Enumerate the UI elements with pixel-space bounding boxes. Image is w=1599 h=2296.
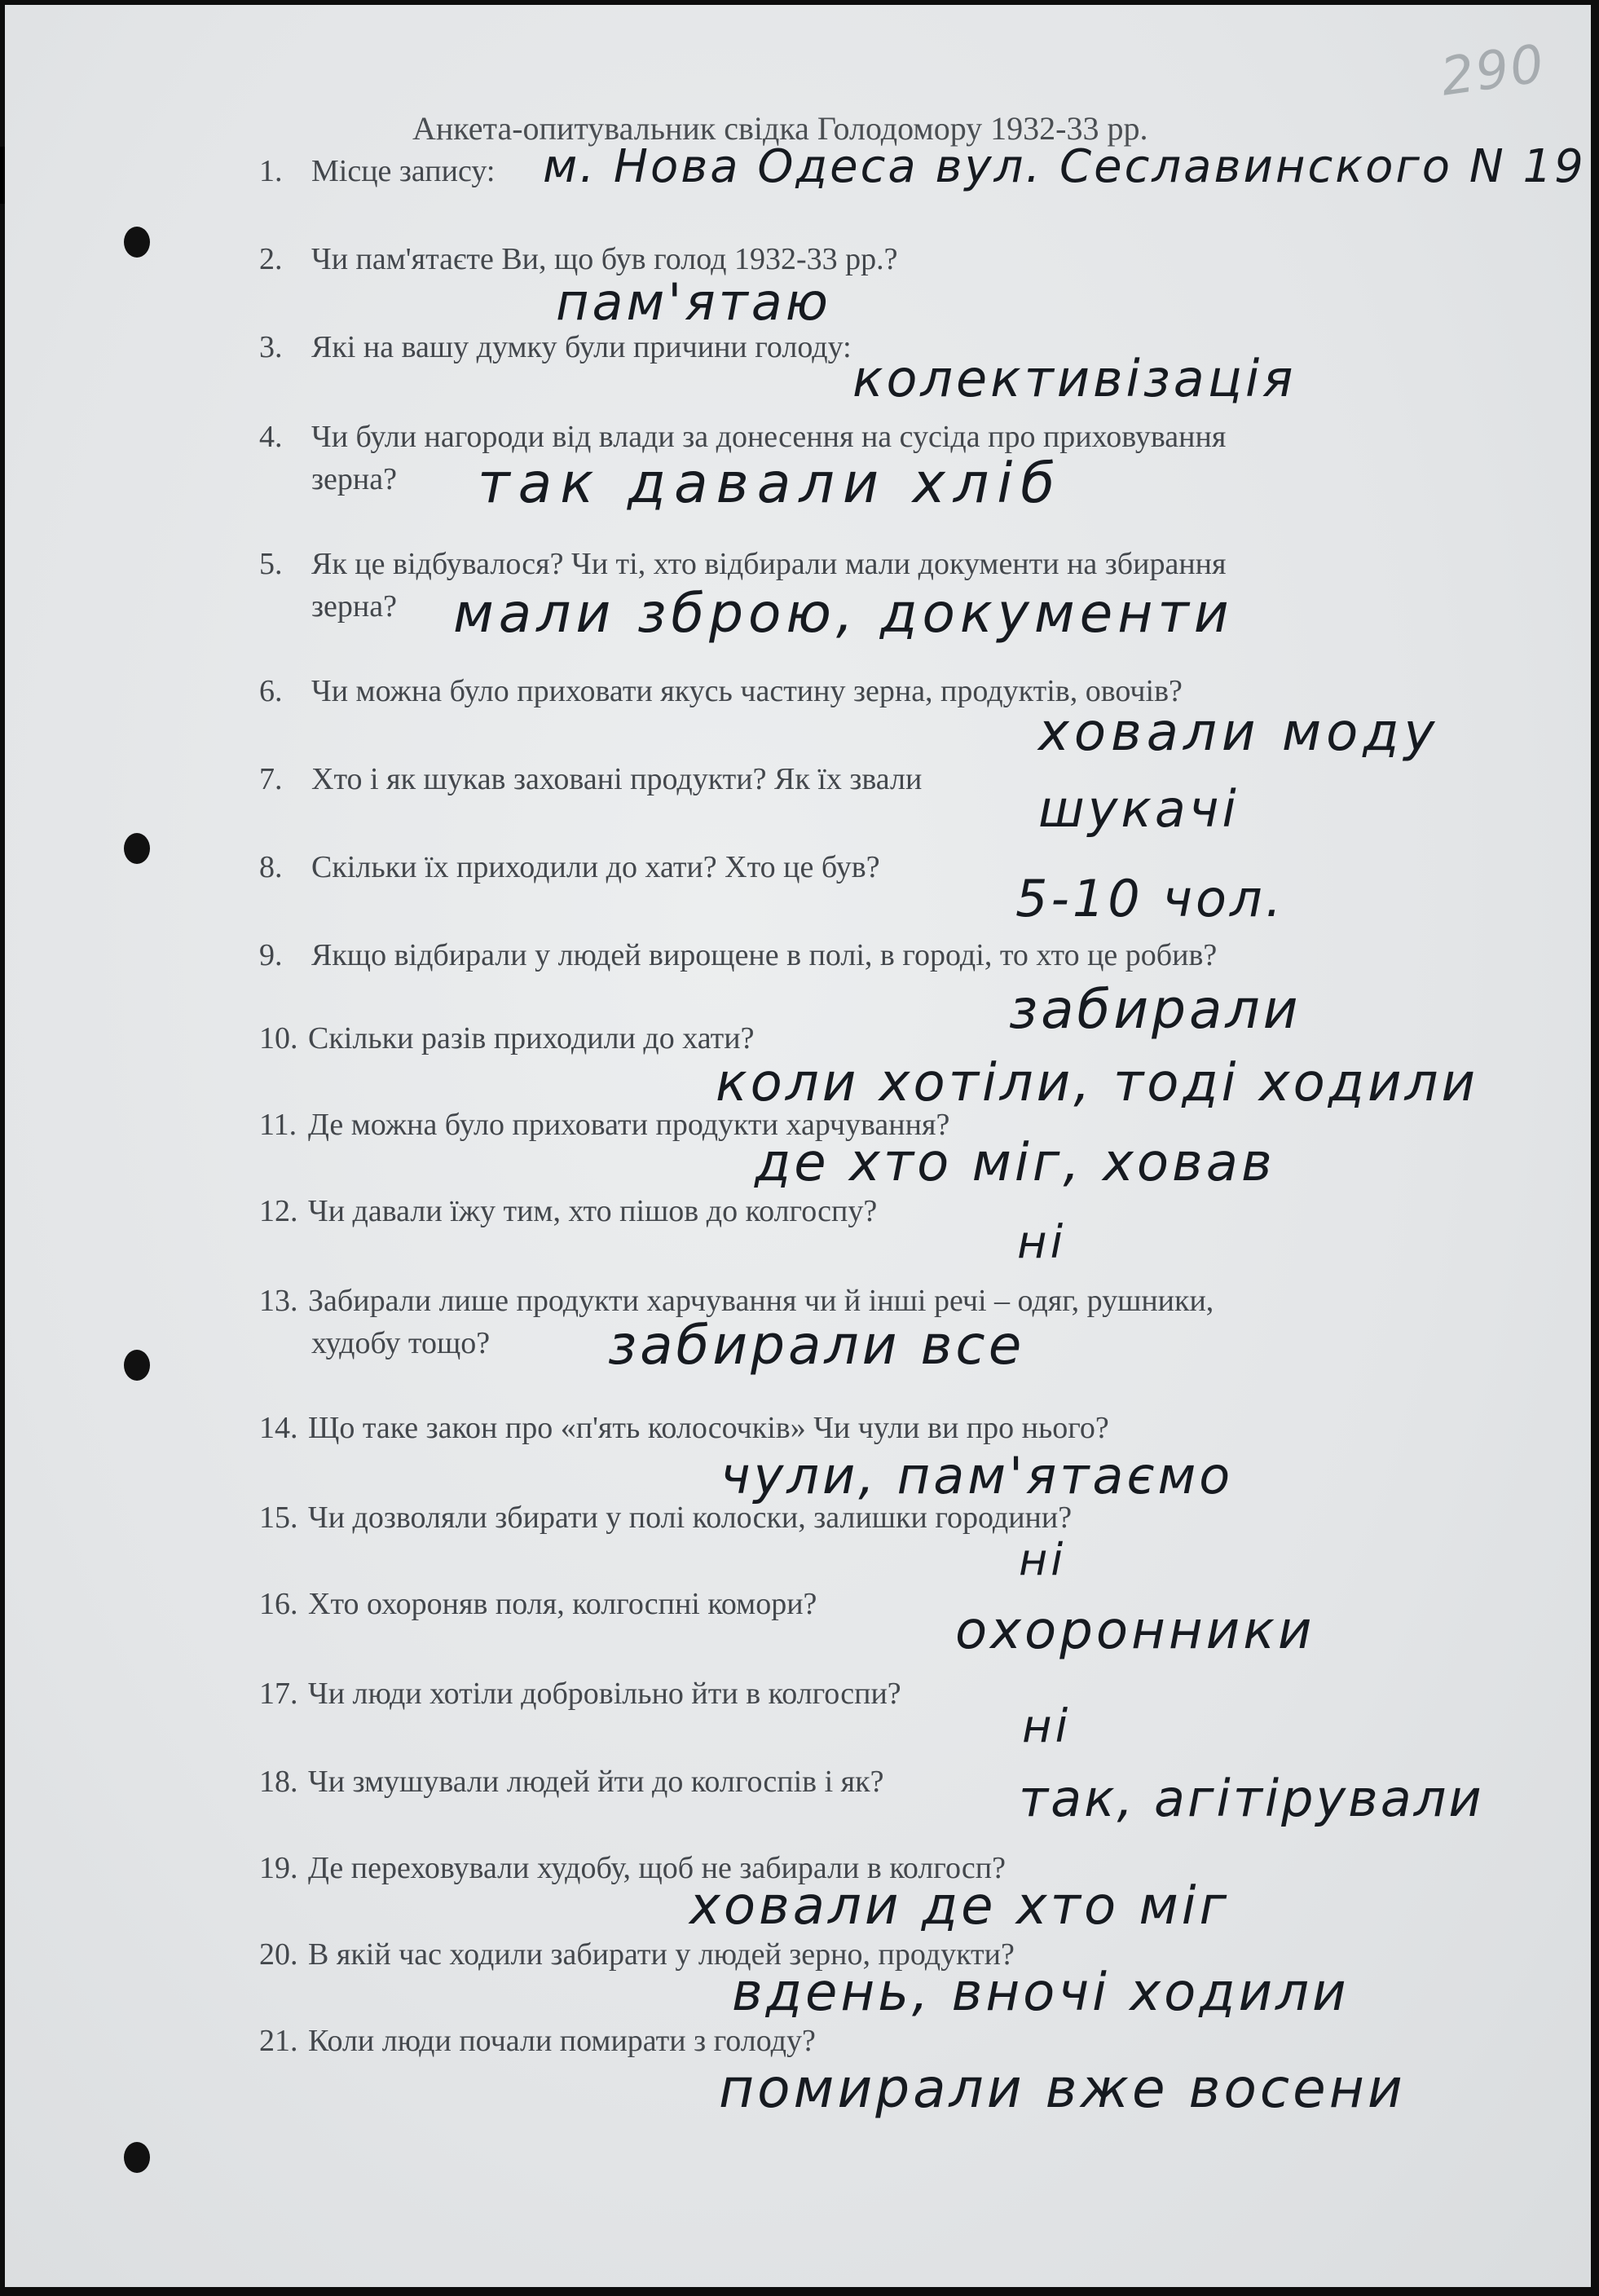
question-number: 5. (259, 547, 283, 581)
question-number: 7. (259, 762, 283, 796)
question-text: Місце запису: (311, 154, 496, 188)
handwritten-answer: забирали все (608, 1314, 1025, 1377)
page-title: Анкета-опитувальник свідка Голодомору 1932-33 рр. (412, 110, 1148, 147)
question-item (5, 937, 1591, 986)
question-item (5, 761, 1591, 810)
question-number: 17. (259, 1677, 298, 1711)
punch-hole (124, 2142, 150, 2173)
question-text-continued: худобу тощо? (311, 1326, 491, 1360)
handwritten-answer: ні (1019, 1534, 1067, 1585)
question-number: 3. (259, 330, 283, 364)
question-text-continued: зерна? (311, 589, 397, 624)
handwritten-answer: де хто міг, ховав (755, 1133, 1275, 1193)
handwritten-answer: м. Нова Одеса вул. Сеславинского N 19 (543, 140, 1586, 193)
question-number: 14. (259, 1411, 298, 1445)
question-number: 1. (259, 154, 283, 188)
question-text: Чи були нагороди від влади за донесення на сусіда про приховування (311, 420, 1227, 454)
handwritten-answer: вдень, вночі ходили (732, 1963, 1350, 2023)
question-number: 6. (259, 674, 283, 708)
question-number: 21. (259, 2024, 298, 2058)
question-number: 15. (259, 1501, 298, 1535)
handwritten-answer: забирали (1009, 978, 1302, 1041)
handwritten-answer: охоронники (955, 1601, 1315, 1661)
question-text: Чи можна було приховати якусь частину зерна, продуктів, овочів? (311, 674, 1183, 708)
question-number: 18. (259, 1765, 298, 1799)
question-item (5, 849, 1591, 898)
question-number: 11. (259, 1108, 297, 1142)
question-text: Хто охороняв поля, колгоспні комори? (308, 1587, 817, 1621)
question-number: 19. (259, 1851, 298, 1885)
question-item (5, 329, 1591, 378)
question-number: 9. (259, 938, 283, 972)
question-text: Як це відбувалося? Чи ті, хто відбирали мали документи на збирання (311, 547, 1227, 581)
question-item (5, 1586, 1591, 1635)
question-text: Скільки їх приходили до хати? Хто це був? (311, 850, 880, 884)
question-text: Скільки разів приходили до хати? (308, 1021, 755, 1055)
punch-hole (124, 1350, 150, 1381)
questionnaire-page (5, 5, 1591, 2287)
question-number: 16. (259, 1587, 298, 1621)
question-number: 2. (259, 242, 283, 276)
question-number: 4. (259, 420, 283, 454)
handwritten-answer: 5-10 чол. (1015, 869, 1285, 928)
handwritten-answer: колективізація (852, 349, 1297, 408)
handwritten-answer: коли хотіли, тоді ходили (716, 1053, 1479, 1113)
question-text: Чи пам'ятаєте Ви, що був голод 1932-33 рр.? (311, 242, 898, 276)
handwritten-answer: пам'ятаю (556, 272, 831, 332)
question-text: Які на вашу думку були причини голоду: (311, 330, 852, 364)
question-text: Забирали лише продукти харчування чи й інші речі – одяг, рушники, (308, 1284, 1214, 1318)
question-text: Чи люди хотіли добровільно йти в колгоспи? (308, 1677, 901, 1711)
question-text: Де переховували худобу, щоб не забирали в колгосп? (308, 1851, 1006, 1885)
question-number: 10. (259, 1021, 298, 1055)
question-item (5, 1676, 1591, 1725)
question-text: Чи дозволяли збирати у полі колоски, залишки городини? (308, 1501, 1073, 1535)
handwritten-answer: так, агітірували (1019, 1769, 1484, 1828)
handwritten-answer: помирали вже восени (719, 2057, 1406, 2120)
handwritten-answer: ні (1022, 1700, 1072, 1753)
question-text: Коли люди почали помирати з голоду? (308, 2024, 816, 2058)
handwritten-answer: чули, пам'ятаємо (720, 1446, 1234, 1505)
handwritten-answer: ні (1017, 1216, 1067, 1269)
question-number: 13. (259, 1284, 298, 1318)
question-text: В якій час ходили забирати у людей зерно, продукти? (308, 1937, 1015, 1972)
handwritten-answer: ховали моду (1038, 703, 1440, 763)
question-number: 20. (259, 1937, 298, 1972)
question-item (5, 1500, 1591, 1549)
question-text: Хто і як шукав заховані продукти? Як їх звали (311, 762, 923, 796)
question-text: Чи давали їжу тим, хто пішов до колгоспу? (308, 1194, 878, 1228)
page-number: 290 (1437, 33, 1549, 108)
handwritten-answer: ховали де хто міг (689, 1876, 1231, 1937)
handwritten-answer: шукачі (1038, 779, 1240, 839)
question-text: Де можна було приховати продукти харчування? (308, 1108, 950, 1142)
question-number: 8. (259, 850, 283, 884)
question-text: Якщо відбирали у людей вирощене в полі, в городі, то хто це робив? (311, 938, 1218, 972)
handwritten-answer: так давали хліб (478, 452, 1064, 516)
question-text: Що таке закон про «п'ять колосочків» Чи чули ви про нього? (308, 1411, 1109, 1445)
handwritten-answer: мали зброю, документи (453, 582, 1234, 645)
question-text-continued: зерна? (311, 462, 397, 496)
question-number: 12. (259, 1194, 298, 1228)
question-text: Чи змушували людей йти до колгоспів і як? (308, 1765, 884, 1799)
question-item (5, 1193, 1591, 1242)
